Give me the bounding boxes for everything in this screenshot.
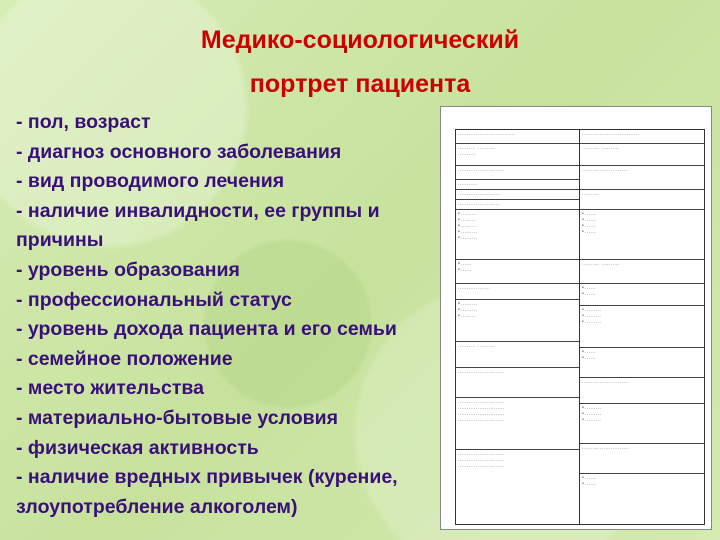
list-item: - профессиональный статус (16, 288, 292, 311)
title-line-2: портрет пациента (249, 70, 471, 98)
list-item: - диагноз основного заболевания (16, 140, 342, 163)
questionnaire-form-image (440, 106, 712, 530)
list-item: - материально-бытовые условия (16, 406, 339, 429)
form-left-column: ................................ .......... .......... .......... .......................... ........... ........................ ........................ • ......... • ......... • ......... • ......... • ......... • ...... • ...... .................. • ......... • ......... • ......... .......... .......... .......................... .......................... .......................... .......................... .......................... .......................... .......................... .......................... (456, 130, 580, 524)
list-item: - наличие инвалидности, ее группы и причины (16, 199, 380, 252)
list-item: - семейное положение (16, 347, 233, 370)
list-item: - наличие вредных привычек (курение, злоупотребление алкоголем) (16, 466, 398, 518)
slide-title (130, 18, 590, 106)
title-line-1: Медико-социологический (200, 26, 520, 54)
form-grid (455, 129, 705, 525)
list-item: - вид проводимого лечения (16, 170, 285, 193)
list-item: - пол, возраст (16, 111, 151, 133)
list-item: - место жительства (16, 377, 204, 400)
list-item: - уровень дохода пациента и его семьи (16, 318, 397, 341)
form-right-column: ................................ .......... .......... .......................... .......... • ...... • ...... • ...... • ...... .......... .......... • ...... • ...... • ......... • ......... • ......... • ...... • ...... .......................... • ......... • ......... • ......... .......................... • ...... • ...... (580, 130, 704, 524)
list-item: - уровень образования (16, 258, 240, 281)
patient-portrait-list (16, 108, 456, 522)
list-item: - физическая активность (16, 436, 259, 459)
